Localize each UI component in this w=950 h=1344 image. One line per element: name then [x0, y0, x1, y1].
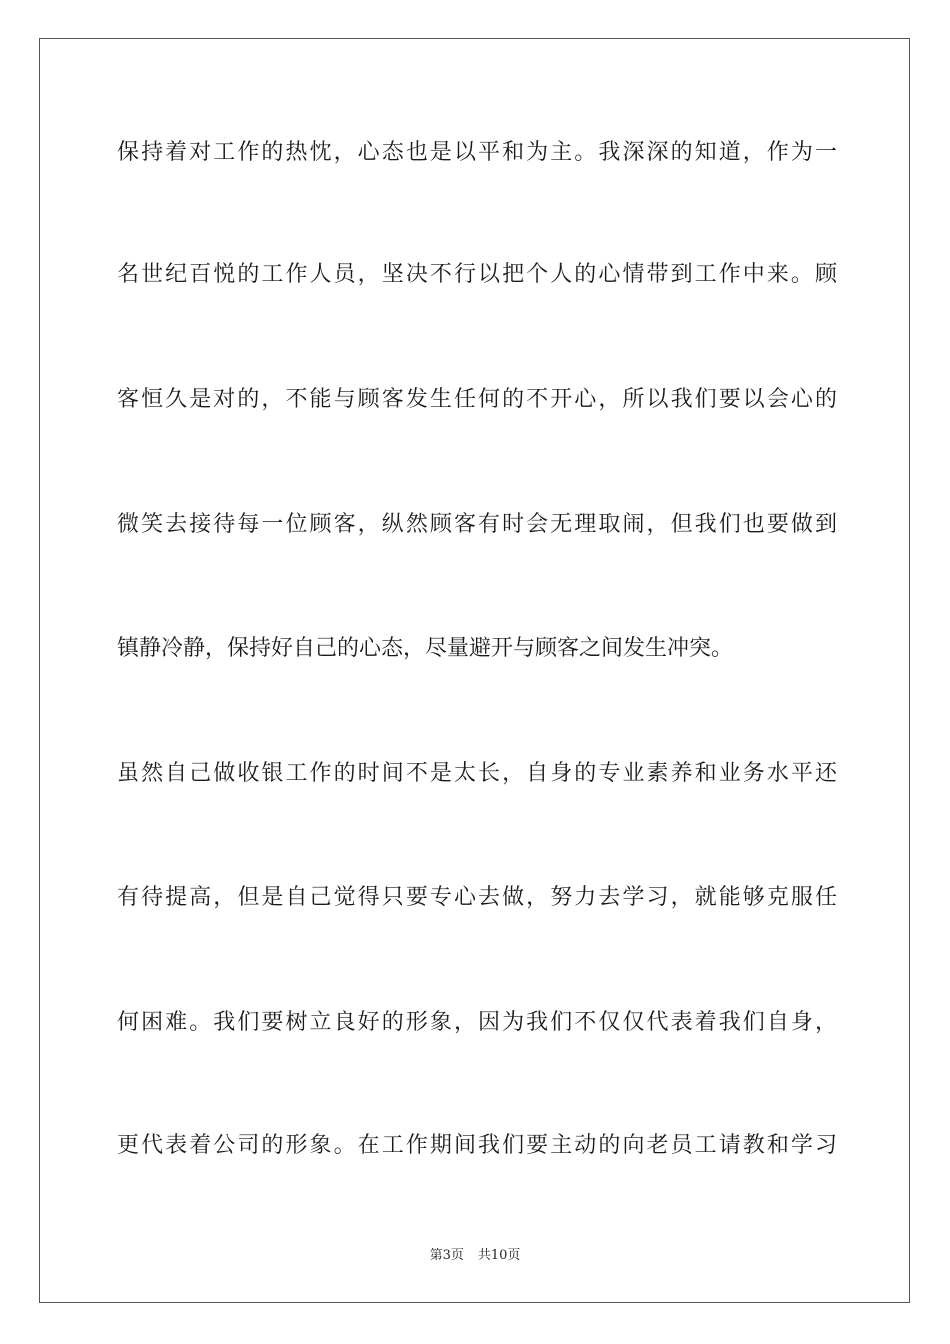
- body-text-line: 镇静冷静，保持好自己的心态，尽量避开与顾客之间发生冲突。: [117, 636, 734, 661]
- page-border: [39, 38, 910, 1303]
- body-text-line: 名世纪百悦的工作人员，坚决不行以把个人的心情带到工作中来。顾: [117, 262, 837, 287]
- body-text-line: 微笑去接待每一位顾客，纵然顾客有时会无理取闹，但我们也要做到: [117, 512, 837, 537]
- page-footer: [0, 1246, 950, 1266]
- body-text-line: 客恒久是对的，不能与顾客发生任何的不开心，所以我们要以会心的: [117, 387, 837, 412]
- body-text-line: 更代表着公司的形象。在工作期间我们要主动的向老员工请教和学习: [117, 1133, 837, 1158]
- body-text-line: 何困难。我们要树立良好的形象，因为我们不仅仅代表着我们自身，: [117, 1010, 837, 1035]
- body-text-line: 保持着对工作的热忱，心态也是以平和为主。我深深的知道，作为一: [117, 140, 837, 165]
- body-text-line: 虽然自己做收银工作的时间不是太长，自身的专业素养和业务水平还: [117, 761, 837, 786]
- page-number-current: 第3页: [429, 1248, 464, 1263]
- page-number-total: 共10页: [477, 1248, 521, 1263]
- body-text-line: 有待提高，但是自己觉得只要专心去做，努力去学习，就能够克服任: [117, 885, 837, 910]
